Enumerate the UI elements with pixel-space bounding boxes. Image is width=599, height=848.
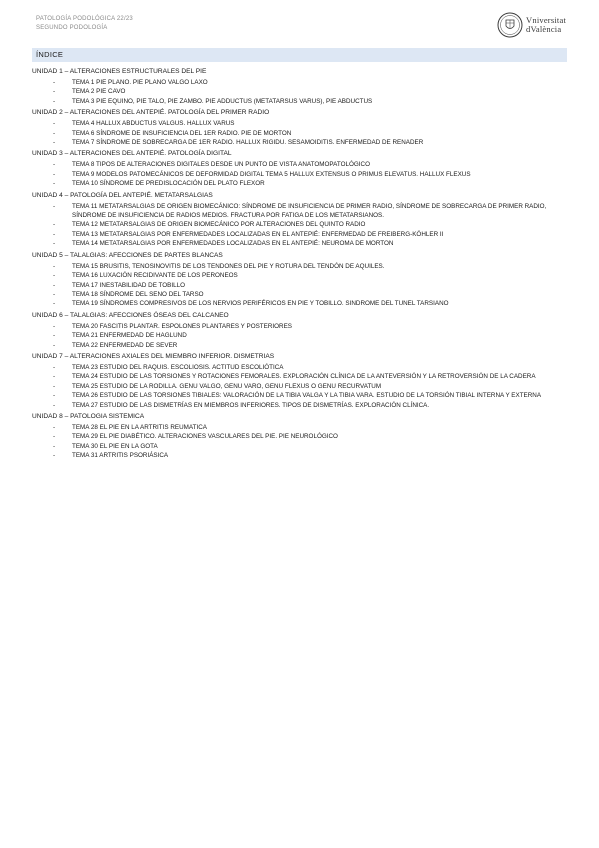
dash-bullet-icon: - (53, 97, 56, 105)
topic-text: TEMA 24 ESTUDIO DE LAS TORSIONES Y ROTACIONES FEMORALES. EXPLORACIÓN CLÍNICA DE LA ANTEVERSIÓN Y LA RETROVERSIÓN DE LA CADERA (72, 373, 536, 381)
dash-bullet-icon: - (53, 373, 56, 381)
list-item (32, 202, 567, 221)
dash-bullet-icon: - (53, 129, 56, 137)
university-name-2: dValència (526, 24, 562, 34)
dash-bullet-icon: - (53, 341, 56, 349)
dash-bullet-icon: - (53, 170, 56, 178)
list-item (32, 372, 567, 381)
topic-text: TEMA 21 ENFERMEDAD DE HAGLUND (72, 332, 187, 340)
list-item (32, 331, 567, 340)
dash-bullet-icon: - (53, 240, 56, 248)
topic-text: TEMA 2 PIE CAVO (72, 88, 126, 96)
topic-text: TEMA 4 HALLUX ABDUCTUS VALGUS. HALLUX VARUS (72, 120, 235, 128)
dash-bullet-icon: - (53, 161, 56, 169)
topic-text: TEMA 29 EL PIE DIABÉTICO. ALTERACIONES VASCULARES DEL PIE. PIE NEUROLÓGICO (72, 433, 338, 441)
topic-text: TEMA 6 SÍNDROME DE INSUFICIENCIA DEL 1ER RADIO. PIE DE MORTON (72, 129, 292, 137)
dash-bullet-icon: - (53, 442, 56, 450)
topic-text: TEMA 18 SÍNDROME DEL SENO DEL TARSO (72, 290, 204, 298)
topic-list (32, 160, 567, 188)
list-item (32, 401, 567, 410)
topic-text: TEMA 26 ESTUDIO DE LAS TORSIONES TIBIALES: VALORACIÓN DE LA TIBIA VALGA Y LA TIBIA VARA. ESTUDIO DE LA TORSIÓN TIBIAL INTERNA Y EXTERNA (72, 392, 542, 400)
dash-bullet-icon: - (53, 120, 56, 128)
dash-bullet-icon: - (53, 281, 56, 289)
topic-text: TEMA 12 METATARSALGIAS DE ORIGEN BIOMECÁNICO POR ALTERACIONES DEL QUINTO RADIO (72, 221, 366, 229)
dash-bullet-icon: - (53, 392, 56, 400)
dash-bullet-icon: - (53, 332, 56, 340)
unit-title: UNIDAD 7 – ALTERACIONES AXIALES DEL MIEMBRO INFERIOR. DISMETRIAS (32, 352, 275, 360)
dash-bullet-icon: - (53, 300, 56, 308)
unit-title: UNIDAD 2 – ALTERACIONES DEL ANTEPIÉ. PATOLOGÍA DEL PRIMER RADIO (32, 109, 270, 117)
dash-bullet-icon: - (53, 88, 56, 96)
topic-text: TEMA 28 EL PIE EN LA ARTRITIS REUMATICA (72, 423, 207, 431)
list-item (32, 78, 567, 87)
index-heading-bar (32, 48, 567, 62)
list-item (32, 391, 567, 400)
dash-bullet-icon: - (53, 221, 56, 229)
list-item (32, 138, 567, 147)
list-item (32, 179, 567, 188)
topic-text: TEMA 7 SÍNDROME DE SOBRECARGA DE 1ER RADIO. HALLUX RIGIDU. SESAMOIDITIS. ENFERMEDAD DE RENADER (72, 139, 424, 147)
list-item (32, 230, 567, 239)
topic-text: TEMA 19 SÍNDROMES COMPRESIVOS DE LOS NERVIOS PERIFÉRICOS EN PIE Y TOBILLO. SINDROME DEL TUNEL TARSIANO (72, 300, 449, 308)
topic-text: TEMA 3 PIE EQUINO, PIE TALO, PIE ZAMBO. PIE ADDUCTUS (METATARSUS VARUS), PIE ABDUCTUS (72, 97, 373, 105)
topic-text: TEMA 14 METATARSALGIAS POR ENFERMEDADES LOCALIZADAS EN EL ANTEPIÉ: NEUROMA DE MORTON (72, 240, 394, 248)
list-item (32, 160, 567, 169)
dash-bullet-icon: - (53, 262, 56, 270)
topic-text: TEMA 23 ESTUDIO DEL RAQUIS. ESCOLIOSIS. ACTITUD ESCOLIÓTICA (72, 363, 284, 371)
unit-title: UNIDAD 6 – TALALGIAS: AFECCIONES ÓSEAS DEL CALCANEO (32, 311, 229, 319)
dash-bullet-icon: - (53, 139, 56, 147)
index-title: ÍNDICE (36, 50, 64, 59)
topic-text: TEMA 15 BRUSITIS, TENOSINOVITIS DE LOS TENDONES DEL PIE Y ROTURA DEL TENDÓN DE AQUILES. (72, 262, 385, 270)
list-item (32, 220, 567, 229)
unit-title: UNIDAD 1 – ALTERACIONES ESTRUCTURALES DEL PIE (32, 68, 207, 75)
page-header (36, 15, 566, 45)
list-item (32, 129, 567, 138)
list-item (32, 170, 567, 179)
dash-bullet-icon: - (53, 363, 56, 371)
topic-list (32, 423, 567, 461)
topic-text: TEMA 16 LUXACIÓN RECIDIVANTE DE LOS PERONEOS (72, 272, 238, 280)
topic-list (32, 322, 567, 350)
topic-text: TEMA 20 FASCITIS PLANTAR. ESPOLONES PLANTARES Y POSTERIORES (72, 322, 292, 330)
unit-title: UNIDAD 3 – ALTERACIONES DEL ANTEPIÉ. PATOLOGÍA DIGITAL (32, 150, 232, 158)
list-item (32, 119, 567, 128)
topic-text: TEMA 13 METATARSALGIAS POR ENFERMEDADES LOCALIZADAS EN EL ANTEPIÉ: ENFERMEDAD DE FREIBERG-KÖHLER II (72, 230, 444, 238)
topic-text: TEMA 9 MODELOS PATOMECÁNICOS DE DEFORMIDAD DIGITAL TEMA 5 HALLUX EXTENSUS O PRIMUS ELEVATUS. HALLUX FLEXUS (72, 170, 471, 178)
unit-title: UNIDAD 4 – PATOLOGÍA DEL ANTEPIÉ. METATARSALGIAS (32, 191, 213, 199)
topic-text: TEMA 10 SÍNDROME DE PREDISLOCACIÓN DEL PLATO FLEXOR (72, 180, 265, 188)
topic-text: TEMA 11 METATARSALGIAS DE ORIGEN BIOMECÁNICO: SÍNDROME DE INSUFICIENCIA DE PRIMER RADIO, SÍNDROME DE SOBRECARGA DE PRIMER RADIO, SÍNDROME DE INSUFICIENCIA DE RADIOS MEDIOS. FRACTURA POR FATIGA DE LOS METATARSIANOS. (72, 202, 547, 220)
topic-text: TEMA 1 PIE PLANO. PIE PLANO VALGO LAXO (72, 79, 208, 86)
dash-bullet-icon: - (53, 79, 56, 86)
university-name-1: Vniversitat (526, 14, 566, 25)
topic-list (32, 202, 567, 249)
topic-text: TEMA 22 ENFERMEDAD DE SEVER (72, 341, 178, 349)
unit-title: UNIDAD 5 – TALALGIAS: AFECCIONES DE PARTES BLANCAS (32, 251, 223, 259)
list-item (32, 432, 567, 441)
list-item (32, 451, 567, 460)
topic-text: TEMA 17 INESTABILIDAD DE TOBILLO (72, 281, 186, 289)
dash-bullet-icon: - (53, 322, 56, 330)
topic-text: TEMA 30 EL PIE EN LA GOTA (72, 442, 158, 450)
list-item (32, 322, 567, 331)
list-item (32, 341, 567, 350)
topic-text: TEMA 25 ESTUDIO DE LA RODILLA. GENU VALGO, GENU VARO, GENU FLEXUS O GENU RECURVATUM (72, 382, 382, 390)
university-logo (497, 12, 566, 38)
list-item (32, 262, 567, 271)
dash-bullet-icon: - (53, 202, 56, 210)
list-item (32, 423, 567, 432)
dash-bullet-icon: - (53, 452, 56, 460)
topic-text: TEMA 8 TIPOS DE ALTERACIONES DIGITALES DESDE UN PUNTO DE VISTA ANATOMOPATOLÓGICO (72, 161, 371, 169)
list-item (32, 290, 567, 299)
course-year: SEGUNDO PODOLOGÍA (36, 25, 108, 31)
topic-text: TEMA 27 ESTUDIO DE LAS DISMETRÍAS EN MIEMBROS INFERIORES. TIPOS DE DISMETRÍAS. EXPLORACIÓN CLÍNICA. (72, 401, 430, 409)
topic-list (32, 78, 567, 106)
unit-title: UNIDAD 8 – PATOLOGIA SISTEMICA (32, 412, 145, 420)
topic-list (32, 119, 567, 147)
dash-bullet-icon: - (53, 382, 56, 390)
university-seal-icon (497, 12, 523, 38)
topic-text: TEMA 31 ARTRITIS PSORIÁSICA (72, 452, 169, 460)
index-content (32, 67, 567, 462)
list-item (32, 299, 567, 308)
dash-bullet-icon: - (53, 423, 56, 431)
list-item (32, 281, 567, 290)
list-item (32, 97, 567, 106)
list-item (32, 382, 567, 391)
list-item (32, 442, 567, 451)
dash-bullet-icon: - (53, 401, 56, 409)
list-item (32, 271, 567, 280)
list-item (32, 363, 567, 372)
list-item (32, 87, 567, 96)
course-title: PATOLOGÍA PODOLÓGICA 22/23 (36, 16, 133, 22)
dash-bullet-icon: - (53, 272, 56, 280)
dash-bullet-icon: - (53, 230, 56, 238)
topic-list (32, 262, 567, 309)
dash-bullet-icon: - (53, 433, 56, 441)
dash-bullet-icon: - (53, 290, 56, 298)
topic-list (32, 363, 567, 410)
dash-bullet-icon: - (53, 180, 56, 188)
list-item (32, 239, 567, 248)
